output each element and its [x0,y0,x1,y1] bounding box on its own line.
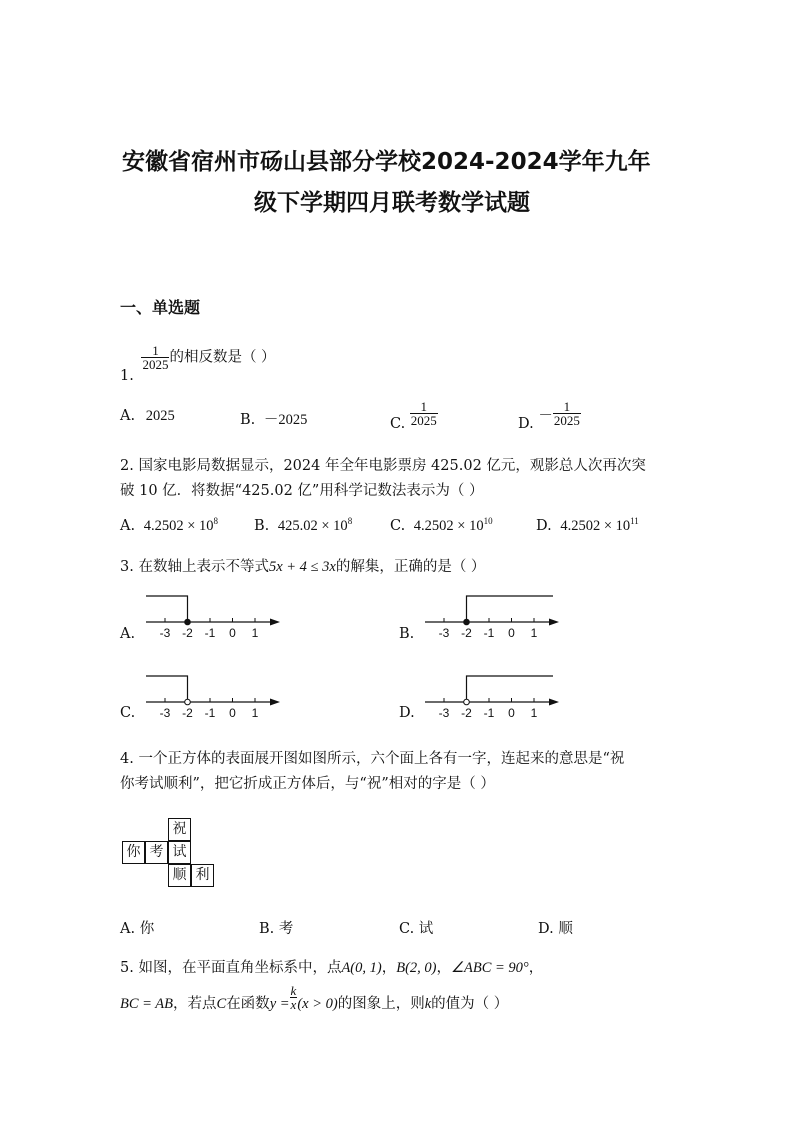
q5-sep2: ， [436,960,451,976]
q4-option-c [399,917,433,938]
q2-option-c-label: C. [390,517,406,534]
number-line-arrow [549,699,559,706]
q5-point-a: A(0, 1) [341,960,382,976]
doc-title-line1: 安徽省宿州市砀山县部分学校2024-2024学年九年 [122,149,651,175]
q2-option-a-base: 4.2502 × 10 [143,517,214,534]
q4-option-a-label: A. [120,921,136,937]
q5-mid3: 的图象上，则 [337,995,425,1012]
q1-option-b-text: －2025 [263,412,308,428]
number-line-tick-label: -2 [182,626,193,640]
q5-k: k [424,995,432,1012]
net-cell-shi: 试 [168,841,191,864]
q1-option-c-num: 1 [410,400,438,414]
number-line-tick-label: -1 [204,626,216,640]
q4-stem-line1: 4. 一个正方体的表面展开图如图所示，六个面上各有一字，连起来的意思是“祝 [120,751,625,767]
q5-stem-line2 [120,984,508,1011]
q4-option-d-text: 顺 [558,921,573,937]
q1-option-d-sign: － [538,407,553,424]
number-line-tick-label: -3 [438,706,450,720]
section-heading: 一、单选题 [120,298,201,317]
q5-func-den: x [290,997,297,1012]
q2-option-c-base: 4.2502 × 10 [413,517,484,534]
q4-option-a-text: 你 [139,921,155,937]
number-line-tick-label: -2 [461,626,472,640]
q4-option-a [120,917,154,938]
q1-option-c-den: 2025 [410,413,437,428]
q5-angle: ∠ABC = 90° [450,960,529,976]
q5-mid: ，若点 [173,995,217,1012]
q2-option-a-label: A. [120,517,136,534]
q2-stem-line1: 2. 国家电影局数据显示，2024 年全年电影票房 425.02 亿元，观影总人次再次突 [120,458,646,474]
q5-sep: ， [381,960,397,976]
q2-option-b-exp: 8 [347,516,353,526]
q3-suffix: 的解集，正确的是（ ） [335,559,486,575]
q5-mid2: 在函数 [226,995,270,1012]
q2-option-d-exp: 11 [630,516,639,526]
q2-option-d-base: 4.2502 × 10 [560,517,631,534]
q4-option-b-text: 考 [278,921,294,937]
q1-stem: 的相反数是（ ） [169,349,276,366]
net-cell-ni: 你 [122,841,145,864]
q5-prefix: 5. 如图，在平面直角坐标系中，点 [120,960,342,976]
q1-option-a-text: 2025 [145,408,175,424]
q1-fraction-num: 1 [141,344,169,358]
q5-point-c: C [216,995,227,1012]
q1-option-c-label: C. [390,415,406,432]
solution-set-ray [467,676,554,702]
q5-func-num: k [290,983,297,998]
number-line-tick-label: 1 [251,626,259,640]
open-endpoint [464,699,470,705]
number-line-tick-label: 1 [530,626,538,640]
number-line-tick-label: 1 [530,706,538,720]
net-cell-shun: 顺 [168,864,191,887]
q4-option-d-label: D. [538,921,554,937]
q2-option-c-exp: 10 [483,516,493,526]
q5-end: 的值为（ ） [431,995,509,1012]
q2-option-b-base: 425.02 × 10 [277,517,348,534]
q4-option-b [259,917,293,938]
q1-option-b-label: B. [240,412,256,428]
q4-option-b-label: B. [259,921,275,937]
q3-option-b-label: B. [399,626,415,642]
q1-option-a-label: A. [120,408,136,424]
q3-prefix: 3. 在数轴上表示不等式 [120,559,269,575]
q1-number: 1. [120,367,134,384]
q5-stem-line1 [120,956,543,977]
q4-stem-line2: 你考试顺利”，把它折成正方体后，与“祝”相对的字是（ ） [120,776,495,792]
q5-tail: ， [528,960,544,976]
number-line-tick-label: -1 [483,626,495,640]
q1-option-d-label: D. [518,415,534,432]
number-line-tick-label: 0 [508,626,515,640]
q1-option-d-den: 2025 [553,413,580,428]
net-cell-li: 利 [191,864,214,887]
number-line-tick-label: 0 [508,706,515,720]
number-line-tick-label: -2 [182,706,193,720]
number-line-tick-label: 0 [229,626,236,640]
q2-option-b-label: B. [254,517,270,534]
net-cell-zhu: 祝 [168,818,191,841]
doc-title-line2: 级下学期四月联考数学试题 [254,190,530,216]
number-line-tick-label: -3 [159,706,171,720]
q1-fraction-den: 2025 [142,357,169,372]
q5-func-cond: (x > 0) [297,995,338,1012]
q2-stem-line2: 破 10 亿．将数据“425.02 亿”用科学记数法表示为（ ） [120,483,484,499]
q5-func-y: y = [269,995,290,1012]
q3-option-a-label: A. [120,626,136,642]
number-line-tick-label: -3 [159,626,171,640]
net-cell-kao: 考 [145,841,168,864]
q5-bc-ab: BC = AB [120,995,174,1012]
q2-option-a-exp: 8 [213,516,219,526]
q3-inequality: 5x + 4 ≤ 3x [268,559,336,575]
q5-point-b: B(2, 0) [396,960,437,976]
number-line-tick-label: 1 [251,706,259,720]
number-line-tick-label: -2 [461,706,472,720]
number-line-tick-label: -1 [483,706,495,720]
q2-option-d-label: D. [536,517,552,534]
q4-option-c-text: 试 [418,921,434,937]
number-line-tick-label: 0 [229,706,236,720]
q4-option-c-label: C. [399,921,415,937]
q3-option-d-label: D. [399,705,415,721]
q1-option-d-num: 1 [553,400,581,414]
q3-option-c-label: C. [120,705,136,721]
number-line-tick-label: -3 [438,626,450,640]
number-line-tick-label: -1 [204,706,216,720]
q4-option-d [538,917,573,938]
